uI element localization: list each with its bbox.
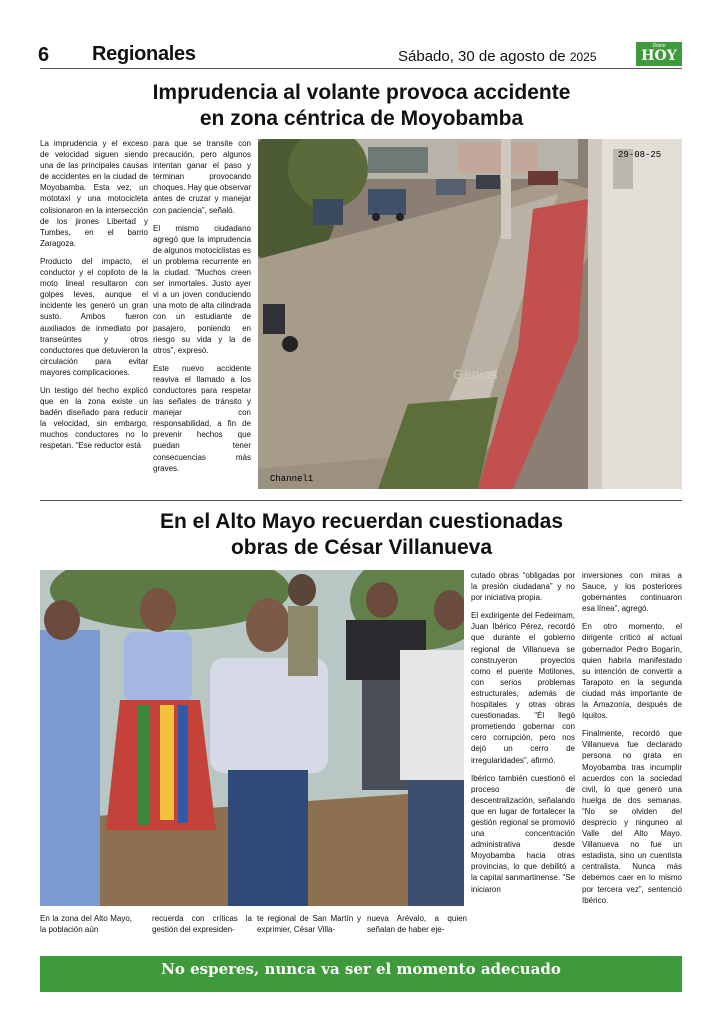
section-title: Regionales xyxy=(92,43,196,65)
photo-caption-col4: nueva Arévalo, a quien señalan de haber eje- xyxy=(367,914,467,934)
photo-caption-col3: te regional de San Martín y exprimier, César Villa- xyxy=(257,914,361,934)
article1-headline-line1: Imprudencia al volante provoca accidente xyxy=(152,81,571,104)
date-year: 2025 xyxy=(569,50,597,64)
article1-paragraph: Este nuevo accidente reaviva el llamado a los conductores para respetar las señales de tránsito y manejar con responsabilidad, a fin de prevenir hechos que puedan tener consecuencias más graves. xyxy=(153,363,251,473)
article1-column1 xyxy=(40,138,148,459)
article2-paragraph: cutado obras “obligadas por la presión ciudadana” y no por iniciativa propia. xyxy=(471,571,575,603)
article2-column3 xyxy=(471,570,575,902)
photo-caption-col1: En la zona del Alto Mayo, la población aún xyxy=(40,914,132,934)
footer-banner: No esperes, nunca va ser el momento adecuado xyxy=(40,956,682,992)
article1-paragraph: Un testigo del hecho explicó que en la zona existe un badén diseñado para reducir la velocidad, sin embargo, muchos conductores no lo respetan. “Ese reductor está xyxy=(40,385,148,451)
photo-watermark: Genios xyxy=(453,366,498,382)
photo-caption-col2: recuerda con críticas la gestión del expresiden- xyxy=(152,914,252,934)
article-divider xyxy=(40,500,682,501)
article1-headline-line2: en zona céntrica de Moyobamba xyxy=(199,107,524,130)
photo-channel-label: Channel1 xyxy=(270,474,314,484)
accident-cctv-photo xyxy=(258,139,682,489)
article1-paragraph: El mismo ciudadano agregó que la imprudencia de algunos motociclistas es un problema recurrente en la ciudad. “Muchos creen ser inmortales. Justo ayer vi a un joven conduciendo una moto de alta cilindrada con un estudiante de pasajero, poniendo en riesgo su vida y la de otros”, expresó. xyxy=(153,223,251,355)
villanueva-photo xyxy=(40,570,464,906)
photo-timestamp: 29-08-25 xyxy=(618,150,662,160)
issue-date xyxy=(398,48,597,65)
newspaper-logo xyxy=(636,42,682,66)
article2-paragraph: Finalmente, recordó que Villanueva fue declarado persona no grata en Moyobamba tras incumplir acuerdos con la sociedad civil, lo que generó una huelga de dos semanas. “No se olviden del desprecio y ninguneo al Valle del Alto Mayo. Villanueva no fue un estadista, sino un cuentista centralista. Nunca más debemos caer en lo mismo por tercera vez”, sentenció Ibérico. xyxy=(582,729,682,905)
article2-paragraph: inversiones con miras a Sauce, y los posteriores gobernantes continuaron esa línea”, agregó. xyxy=(582,571,682,614)
logo-top-text: Diario xyxy=(652,43,666,49)
article2-paragraph: Ibérico también cuestionó el proceso de descentralización, señalando que en lugar de fortalecer la gestión regional se promovió una concentración administrativa desde Moyobamba hacia otras provincias, lo que debilitó a la capital sanmartinense. “Se iniciaron xyxy=(471,773,575,894)
logo-main-text: HOY xyxy=(641,48,677,64)
header-rule xyxy=(40,68,682,69)
article1-paragraph: Producto del impacto, el conductor y el copiloto de la moto lineal resultaron con golpes leves, aunque el incidente les generó un gran susto. Ambos fueron auxiliados de inmediato por transeúntes y otros conductores que detuvieron la circulación para evitar mayores complicaciones. xyxy=(40,256,148,377)
date-text: Sábado, 30 de agosto de xyxy=(398,48,566,65)
article2-headline xyxy=(0,509,723,561)
article2-paragraph: El exdirigente del Fedeimam, Juan Ibérico Pérez, recordó que durante el gobierno regional de Villanueva se construyeron proyectos como el puente Motilones, con serios problemas estructurales, además de hospitales y otras obras cuestionadas. “Él llegó prometiendo gobernar con cero corrupción, pero nos dejó un cerro de irregularidades”, afirmó. xyxy=(471,611,575,765)
article1-paragraph: para que se transite con precaución, pero algunos intentan ganar el paso y terminan provocando choques. Hay que observar antes de cruzar y manejar con paciencia”, señaló. xyxy=(153,139,251,215)
article2-column4 xyxy=(582,570,682,913)
article1-column2 xyxy=(153,138,251,481)
article2-paragraph: En otro momento, el dirigente criticó al actual gobernador Pedro Bogarín, quien habría manifestado su intención de convertir a Tarapoto en la segunda ciudad más importante de la Amazonía, después de Iquitos. xyxy=(582,622,682,721)
page-number: 6 xyxy=(38,44,50,66)
article1-paragraph: La imprudencia y el exceso de velocidad siguen siendo una de las principales causas de accidentes en la ciudad de Moyobamba. Esta vez, un mototaxi y una motocicleta colisionaron en la intersección de los jirones Libertad y Tumbes, en el barrio Zaragoza. xyxy=(40,139,148,248)
article2-headline-line2: obras de César Villanueva xyxy=(230,536,493,559)
article1-headline xyxy=(0,80,723,132)
article2-headline-line1: En el Alto Mayo recuerdan cuestionadas xyxy=(160,510,563,533)
